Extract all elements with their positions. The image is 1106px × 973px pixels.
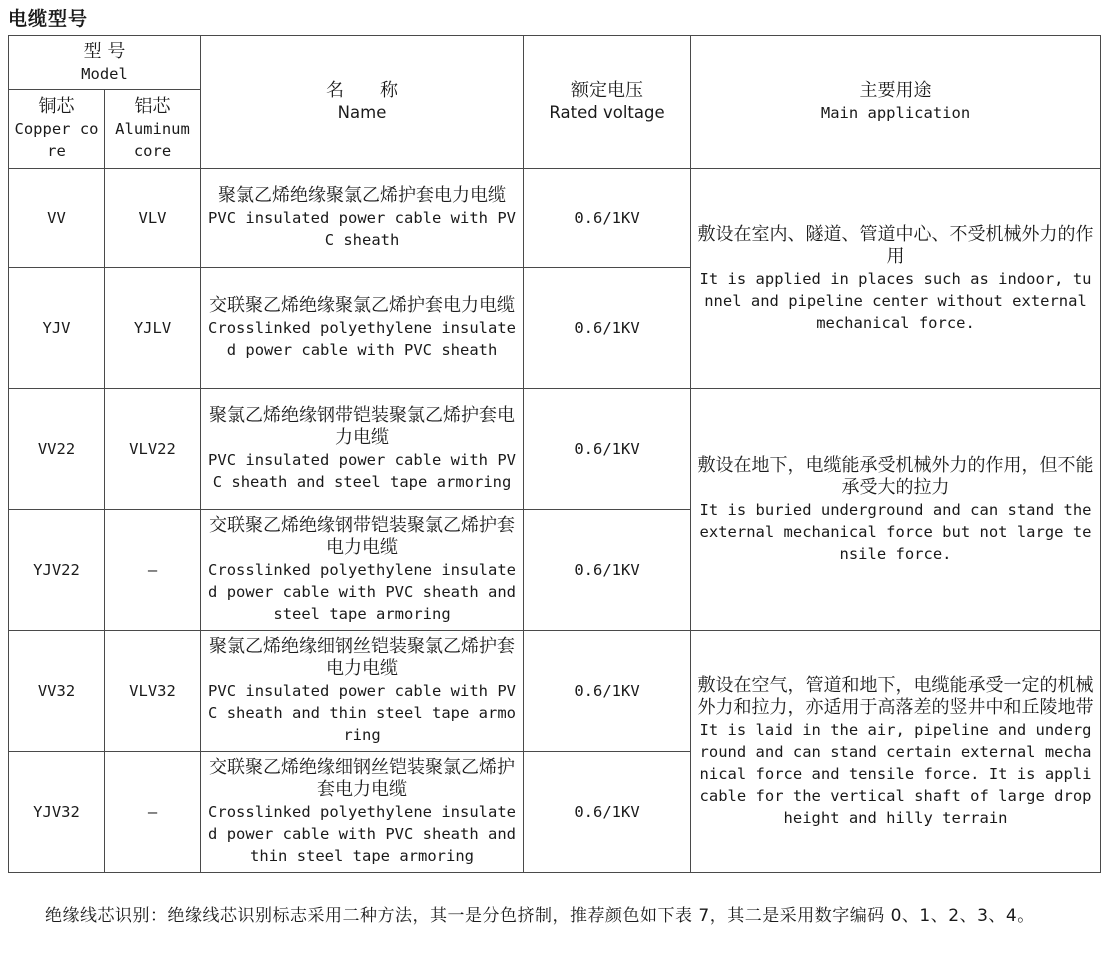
- cable-name-en: PVC insulated power cable with PVC sheath and steel tape armoring: [208, 451, 516, 491]
- application-cell: [691, 631, 1101, 873]
- cable-name-cell: [201, 169, 524, 268]
- header-model-cell: [9, 36, 201, 90]
- cable-name-cell: [201, 389, 524, 510]
- header-copper-cell: [9, 90, 105, 169]
- cable-name-zh: 聚氯乙烯绝缘细钢丝铠装聚氯乙烯护套电力电缆: [209, 636, 516, 679]
- header-name-en: Name: [337, 103, 387, 122]
- header-aluminum-cell: [105, 90, 201, 169]
- cable-name-zh: 交联聚乙烯绝缘钢带铠装聚氯乙烯护套电力电缆: [209, 515, 516, 558]
- aluminum-model: VLV: [105, 169, 201, 268]
- header-aluminum-zh: 铝芯: [134, 96, 171, 117]
- application-zh: 敷设在空气，管道和地下，电缆能承受一定的机械外力和拉力，亦适用于高落差的竖井中和丘陵地带: [697, 674, 1094, 718]
- header-application-zh: 主要用途: [859, 80, 932, 101]
- table-row: [9, 631, 1101, 752]
- aluminum-model: YJLV: [105, 268, 201, 389]
- page-title: 电缆型号: [8, 8, 89, 30]
- copper-model: VV: [9, 169, 105, 268]
- rated-voltage: 0.6/1KV: [524, 510, 691, 631]
- cable-name-cell: [201, 268, 524, 389]
- aluminum-model: VLV22: [105, 389, 201, 510]
- application-cell: [691, 169, 1101, 389]
- cable-name-cell: [201, 752, 524, 873]
- insulation-core-footnote: 绝缘线芯识别：绝缘线芯识别标志采用二种方法，其一是分色挤制，推荐颜色如下表 7，其二是采用数字编码 0、1、2、3、4。: [45, 906, 1035, 926]
- header-voltage-en: Rated voltage: [549, 103, 665, 122]
- cable-name-zh: 聚氯乙烯绝缘聚氯乙烯护套电力电缆: [218, 185, 507, 206]
- rated-voltage: 0.6/1KV: [524, 268, 691, 389]
- cable-name-zh: 交联聚乙烯绝缘聚氯乙烯护套电力电缆: [209, 295, 516, 316]
- header-application-en: Main application: [820, 104, 971, 122]
- header-voltage-zh: 额定电压: [571, 80, 644, 101]
- header-model-en: Model: [81, 64, 128, 83]
- copper-model: VV32: [9, 631, 105, 752]
- copper-model: YJV32: [9, 752, 105, 873]
- cable-name-en: Crosslinked polyethylene insulated power cable with PVC sheath: [208, 319, 516, 359]
- cable-name-zh: 聚氯乙烯绝缘钢带铠装聚氯乙烯护套电力电缆: [209, 405, 516, 448]
- header-model-zh: 型 号: [83, 40, 126, 62]
- cable-name-en: Crosslinked polyethylene insulated power cable with PVC sheath and thin steel tape armoring: [208, 803, 516, 865]
- cable-name-cell: [201, 510, 524, 631]
- header-aluminum-en: Aluminum core: [115, 120, 190, 160]
- table-row: [9, 169, 1101, 268]
- cable-name-cell: [201, 631, 524, 752]
- header-application-cell: [691, 36, 1101, 169]
- cable-name-zh: 交联聚乙烯绝缘细钢丝铠装聚氯乙烯护套电力电缆: [209, 757, 516, 800]
- rated-voltage: 0.6/1KV: [524, 389, 691, 510]
- rated-voltage: 0.6/1KV: [524, 631, 691, 752]
- header-name-cell: [201, 36, 524, 169]
- cable-name-en: Crosslinked polyethylene insulated power cable with PVC sheath and steel tape armoring: [208, 561, 516, 623]
- application-en: It is buried underground and can stand the external mechanical force but not large tensile force.: [699, 500, 1092, 563]
- header-copper-en: Copper core: [14, 120, 99, 160]
- header-name-zh: 名 称: [326, 80, 399, 101]
- application-en: It is applied in places such as indoor, tunnel and pipeline center without external mechanical force.: [699, 269, 1092, 332]
- copper-model: YJV: [9, 268, 105, 389]
- rated-voltage: 0.6/1KV: [524, 169, 691, 268]
- copper-model: VV22: [9, 389, 105, 510]
- application-cell: [691, 389, 1101, 631]
- header-voltage-cell: [524, 36, 691, 169]
- cable-model-table: [8, 35, 1101, 873]
- application-zh: 敷设在室内、隧道、管道中心、不受机械外力的作用: [697, 223, 1094, 267]
- header-copper-zh: 铜芯: [38, 96, 75, 117]
- application-zh: 敷设在地下，电缆能承受机械外力的作用，但不能承受大的拉力: [697, 454, 1094, 498]
- table-row: [9, 389, 1101, 510]
- cable-name-en: PVC insulated power cable with PVC sheath: [208, 209, 516, 249]
- application-en: It is laid in the air, pipeline and underground and can stand certain external mechanical force and tensile force. It is applicable for the vertical shaft of large drop height and hilly terrain: [699, 720, 1092, 827]
- aluminum-model: –: [105, 752, 201, 873]
- copper-model: YJV22: [9, 510, 105, 631]
- aluminum-model: –: [105, 510, 201, 631]
- aluminum-model: VLV32: [105, 631, 201, 752]
- rated-voltage: 0.6/1KV: [524, 752, 691, 873]
- header-row-model: [9, 36, 1101, 90]
- cable-name-en: PVC insulated power cable with PVC sheath and thin steel tape armoring: [208, 682, 516, 744]
